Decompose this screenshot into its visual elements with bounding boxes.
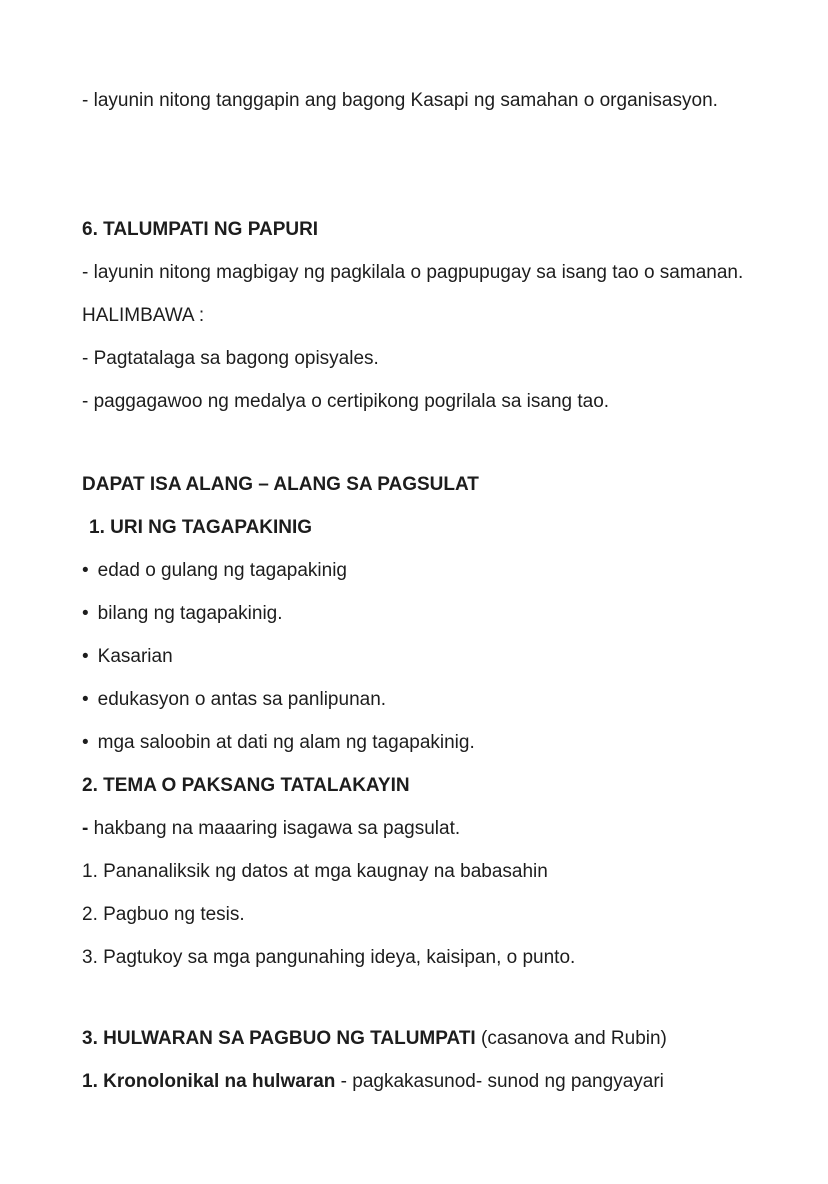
blank-gap	[82, 979, 798, 1017]
hulwaran-title-normal: (casanova and Rubin)	[475, 1028, 667, 1049]
hakbang-dash: -	[82, 818, 89, 839]
kronolonikal-definition: - pagkakasunod- sunod ng pangyayari	[335, 1071, 664, 1092]
bullet-icon: •	[82, 646, 89, 667]
section-6-purpose: - layunin nitong magbigay ng pagkilala o pagpupugay sa isang tao o samanan.	[82, 262, 744, 283]
bullet-text: edad o gulang ng tagapakinig	[97, 560, 347, 581]
step-item: 3. Pagtukoy sa mga pangunahing ideya, kaisipan, o punto.	[82, 947, 576, 968]
bullet-icon: •	[82, 689, 89, 710]
example-item: - Pagtatalaga sa bagong opisyales.	[82, 348, 379, 369]
bullet-text: bilang ng tagapakinig.	[97, 603, 283, 624]
bullet-item	[82, 721, 798, 764]
bullet-item	[82, 635, 798, 678]
dapat-section-title: DAPAT ISA ALANG – ALANG SA PAGSULAT	[82, 474, 479, 495]
bullet-text: Kasarian	[97, 646, 173, 667]
hakbang-text: hakbang na maaaring isagawa sa pagsulat.	[88, 818, 461, 839]
bullet-item	[82, 592, 798, 635]
hulwaran-title-bold: 3. HULWARAN SA PAGBUO NG TALUMPATI	[82, 1028, 476, 1049]
hakbang-line	[82, 807, 798, 850]
document-content	[82, 79, 798, 1103]
uri-subsection-title: 1. URI NG TAGAPAKINIG	[89, 517, 313, 538]
step-item: 1. Pananaliksik ng datos at mga kaugnay na babasahin	[82, 861, 548, 882]
bullet-text: mga saloobin at dati ng alam ng tagapakinig.	[97, 732, 475, 753]
bullet-item	[82, 549, 798, 592]
bullet-icon: •	[82, 732, 89, 753]
bullet-item	[82, 678, 798, 721]
blank-gap	[82, 122, 798, 208]
section-6-title: 6. TALUMPATI NG PAPURI	[82, 219, 319, 240]
bullet-icon: •	[82, 560, 89, 581]
kronolonikal-line	[82, 1060, 798, 1103]
kronolonikal-term: 1. Kronolonikal na hulwaran	[82, 1071, 336, 1092]
example-item: - paggagawoo ng medalya o certipikong pogrilala sa isang tao.	[82, 391, 610, 412]
bullet-text: edukasyon o antas sa panlipunan.	[97, 689, 387, 710]
halimbawa-label: HALIMBAWA :	[82, 305, 205, 326]
bullet-icon: •	[82, 603, 89, 624]
hulwaran-section-title	[82, 1017, 798, 1060]
intro-line: - layunin nitong tanggapin ang bagong Kasapi ng samahan o organisasyon.	[82, 90, 718, 111]
step-item: 2. Pagbuo ng tesis.	[82, 904, 245, 925]
blank-gap	[82, 423, 798, 463]
tema-subsection-title: 2. TEMA O PAKSANG TATALAKAYIN	[82, 775, 410, 796]
